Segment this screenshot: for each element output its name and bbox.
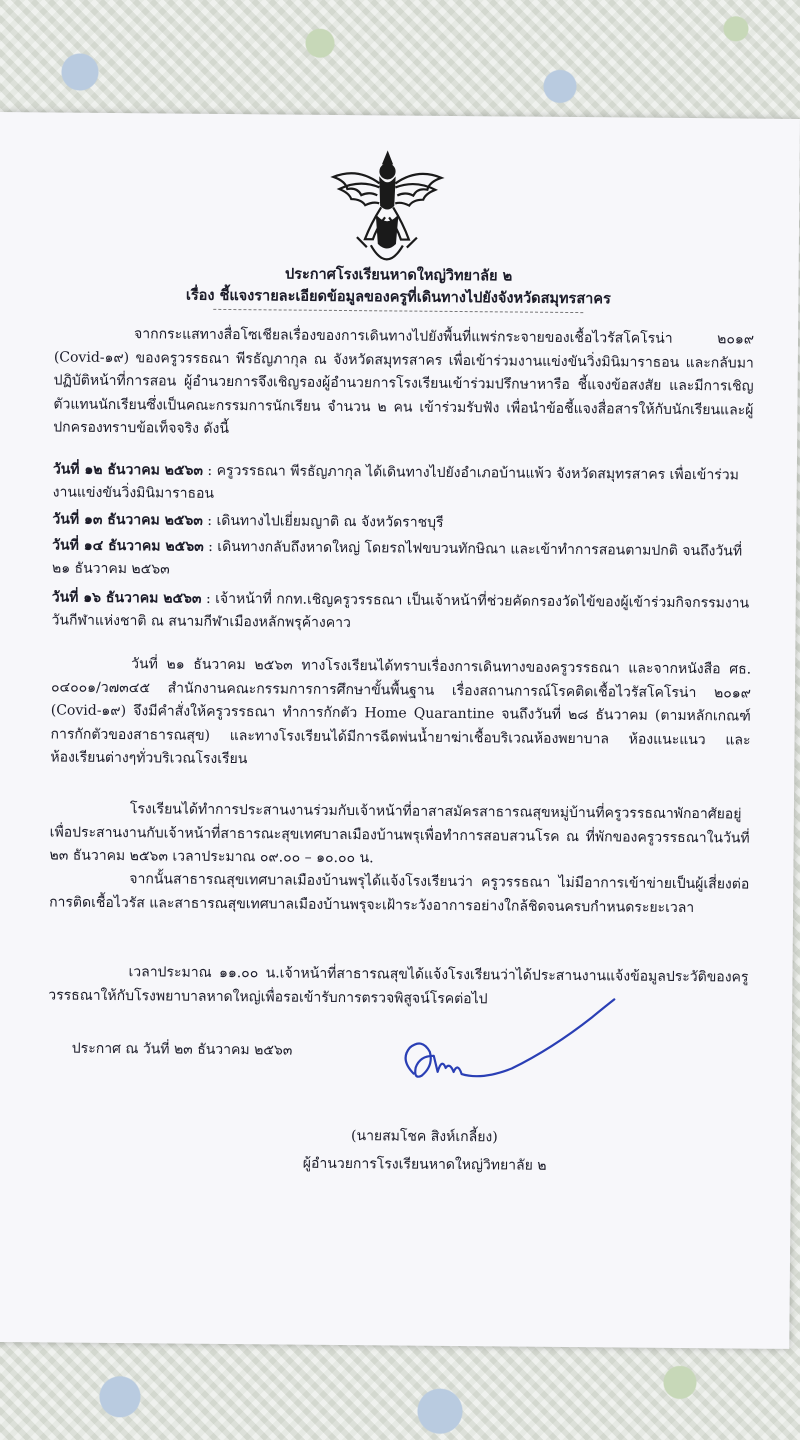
announcement-date: ประกาศ ณ วันที่ ๒๓ ธันวาคม ๒๕๖๓ bbox=[71, 1040, 293, 1059]
intro-text: จากกระแสทางสื่อโซเชียลเรื่องของการเดินทางไปยังพื้นที่แพร่กระจายของเชื้อไวรัสโคโรน่า ๒๐๑๙ (Covid-๑๙) ของครูวรรธณา พีรธัญภากุล ณ จังหวัดสมุทรสาคร เพื่อเข้าร่วมงานแข่งขันวิ่งมินิมาราธอน และกลับมาปฏิบัติหน้าที่การสอน ผู้อำนวยการจึงเชิญรองผู้อำนวยการโรงเรียนเข้าร่วมปรึกษาหารือ ชี้แจงข้อสงสัย และมีการเชิญตัวแทนนักเรียนซึ่งเป็นคณะกรรมการนักเรียน จำนวน ๒ คน เข้าร่วมรับฟัง เพื่อนำข้อชี้แจงสื่อสารให้กับนักเรียนและผู้ปกครองทราบข้อเท็จจริง ดังนี้ bbox=[53, 326, 755, 438]
timeline-text: : เจ้าหน้าที่ กกท.เชิญครูวรรธณา เป็นเจ้าหน้าที่ช่วยคัดกรองวัดไข้ของผู้เข้าร่วมกิจกรรมงานวันกีฬาแห่งชาติ ณ สนามกีฬาเมืองหลักพรุค้างคาว bbox=[51, 590, 750, 632]
timeline-row bbox=[52, 508, 752, 537]
announcement-title: ประกาศโรงเรียนหาดใหญ่วิทยาลัย ๒ bbox=[284, 265, 513, 285]
timeline-text: : เดินทางไปเยี่ยมญาติ ณ จังหวัดราชบุรี bbox=[207, 512, 444, 531]
handwritten-signature bbox=[391, 975, 622, 1107]
letter-paper bbox=[0, 112, 800, 1349]
timeline-date: วันที่ ๑๖ ธันวาคม ๒๕๖๓ bbox=[51, 589, 202, 607]
timeline-date: วันที่ ๑๔ ธันวาคม ๒๕๖๓ bbox=[52, 537, 204, 555]
timeline-row bbox=[53, 458, 753, 510]
intro-paragraph bbox=[53, 322, 754, 446]
result-paragraph bbox=[49, 867, 749, 920]
timeline-row bbox=[51, 586, 751, 638]
coordination-paragraph bbox=[49, 797, 750, 874]
signer-name: (นายสมโชค สิงห์เกลี้ยง) bbox=[351, 1128, 498, 1146]
timeline-text: : เดินทางกลับถึงหาดใหญ่ โดยรถไฟขบวนทักษิณา และเข้าทำการสอนตามปกติ จนถึงวันที่ ๒๑ ธันวาคม ๒๕๖๓ bbox=[51, 538, 743, 578]
quarantine-text: วันที่ ๒๑ ธันวาคม ๒๕๖๓ ทางโรงเรียนได้ทราบเรื่องการเดินทางของครูวรรธณา และจากหนังสือ ศธ. ๐๔๐๐๑/ว๗๓๔๕ สำนักงานคณะกรรมการการศึกษาขั้นพื้นฐาน เรื่องสถานการณ์โรคติดเชื้อไวรัสโคโรน่า ๒๐๑๙ (Covid-๑๙) จึงมีคำสั่งให้ครูวรรธณา ทำการกักตัว Home Quarantine จนถึงวันที่ ๒๘ ธันวาคม (ตามหลักเกณฑ์การกักตัวของสาธารณสุข) และทางโรงเรียนได้มีการฉีดพ่นน้ำยาฆ่าเชื้อบริเวณห้องพยาบาล ห้องแนะแนว และห้องเรียนต่างๆทั่วบริเวณโรงเรียน bbox=[50, 656, 752, 768]
garuda-emblem-icon bbox=[327, 147, 448, 263]
hospital-text: เวลาประมาณ ๑๑.๐๐ น.เจ้าหน้าที่สาธารณสุขได้แจ้งโรงเรียนว่าได้ประสานงานแจ้งข้อมูลประวัติของครูวรรธณาให้กับโรงพยาบาลหาดใหญ่เพื่อรอเข้ารับการตรวจพิสูจน์โรคต่อไป bbox=[48, 964, 749, 1007]
timeline-text: : ครูวรรธณา พีรธัญภากุล ได้เดินทางไปยังอำเภอบ้านแพ้ว จังหวัดสมุทรสาคร เพื่อเข้าร่วมงานแข่งขันวิ่งมินิมาราธอน bbox=[52, 462, 739, 502]
timeline-date: วันที่ ๑๒ ธันวาคม ๒๕๖๓ bbox=[52, 461, 204, 479]
announcement-subject: เรื่อง ชี้แจงรายละเอียดข้อมูลของครูที่เดินทางไปยังจังหวัดสมุทรสาคร bbox=[185, 286, 611, 308]
result-text: จากนั้นสาธารณสุขเทศบาลเมืองบ้านพรุได้แจ้งโรงเรียนว่า ครูวรรธณา ไม่มีอาการเข้าข่ายเป็นผู้เสี่ยงต่อการติดเชื้อไวรัส และสาธารณสุขเทศบาลเมืองบ้านพรุจะเฝ้าระวังอาการอย่างใกล้ชิดจนครบกำหนดระยะเวลา bbox=[49, 871, 750, 916]
signer-position: ผู้อำนวยการโรงเรียนหาดใหญ่วิทยาลัย ๒ bbox=[302, 1155, 547, 1174]
timeline-row bbox=[52, 534, 752, 586]
coordination-text: โรงเรียนได้ทำการประสานงานร่วมกับเจ้าหน้าที่อาสาสมัครสาธารณสุขหมู่บ้านที่ครูวรรธณาพักอาศัยอยู่เพื่อประสานงานกับเจ้าหน้าที่สาธารณะสุขเทศบาลเมืองบ้านพรุเพื่อทำการสอบสวนโรค ณ ที่พักของครูวรรธณาในวันที่ ๒๓ ธันวาคม ๒๕๖๓ เวลาประมาณ ๐๙.๐๐ – ๑๐.๐๐ น. bbox=[49, 801, 750, 867]
quarantine-paragraph bbox=[50, 652, 751, 776]
timeline-date: วันที่ ๑๓ ธันวาคม ๒๕๖๓ bbox=[52, 511, 203, 529]
